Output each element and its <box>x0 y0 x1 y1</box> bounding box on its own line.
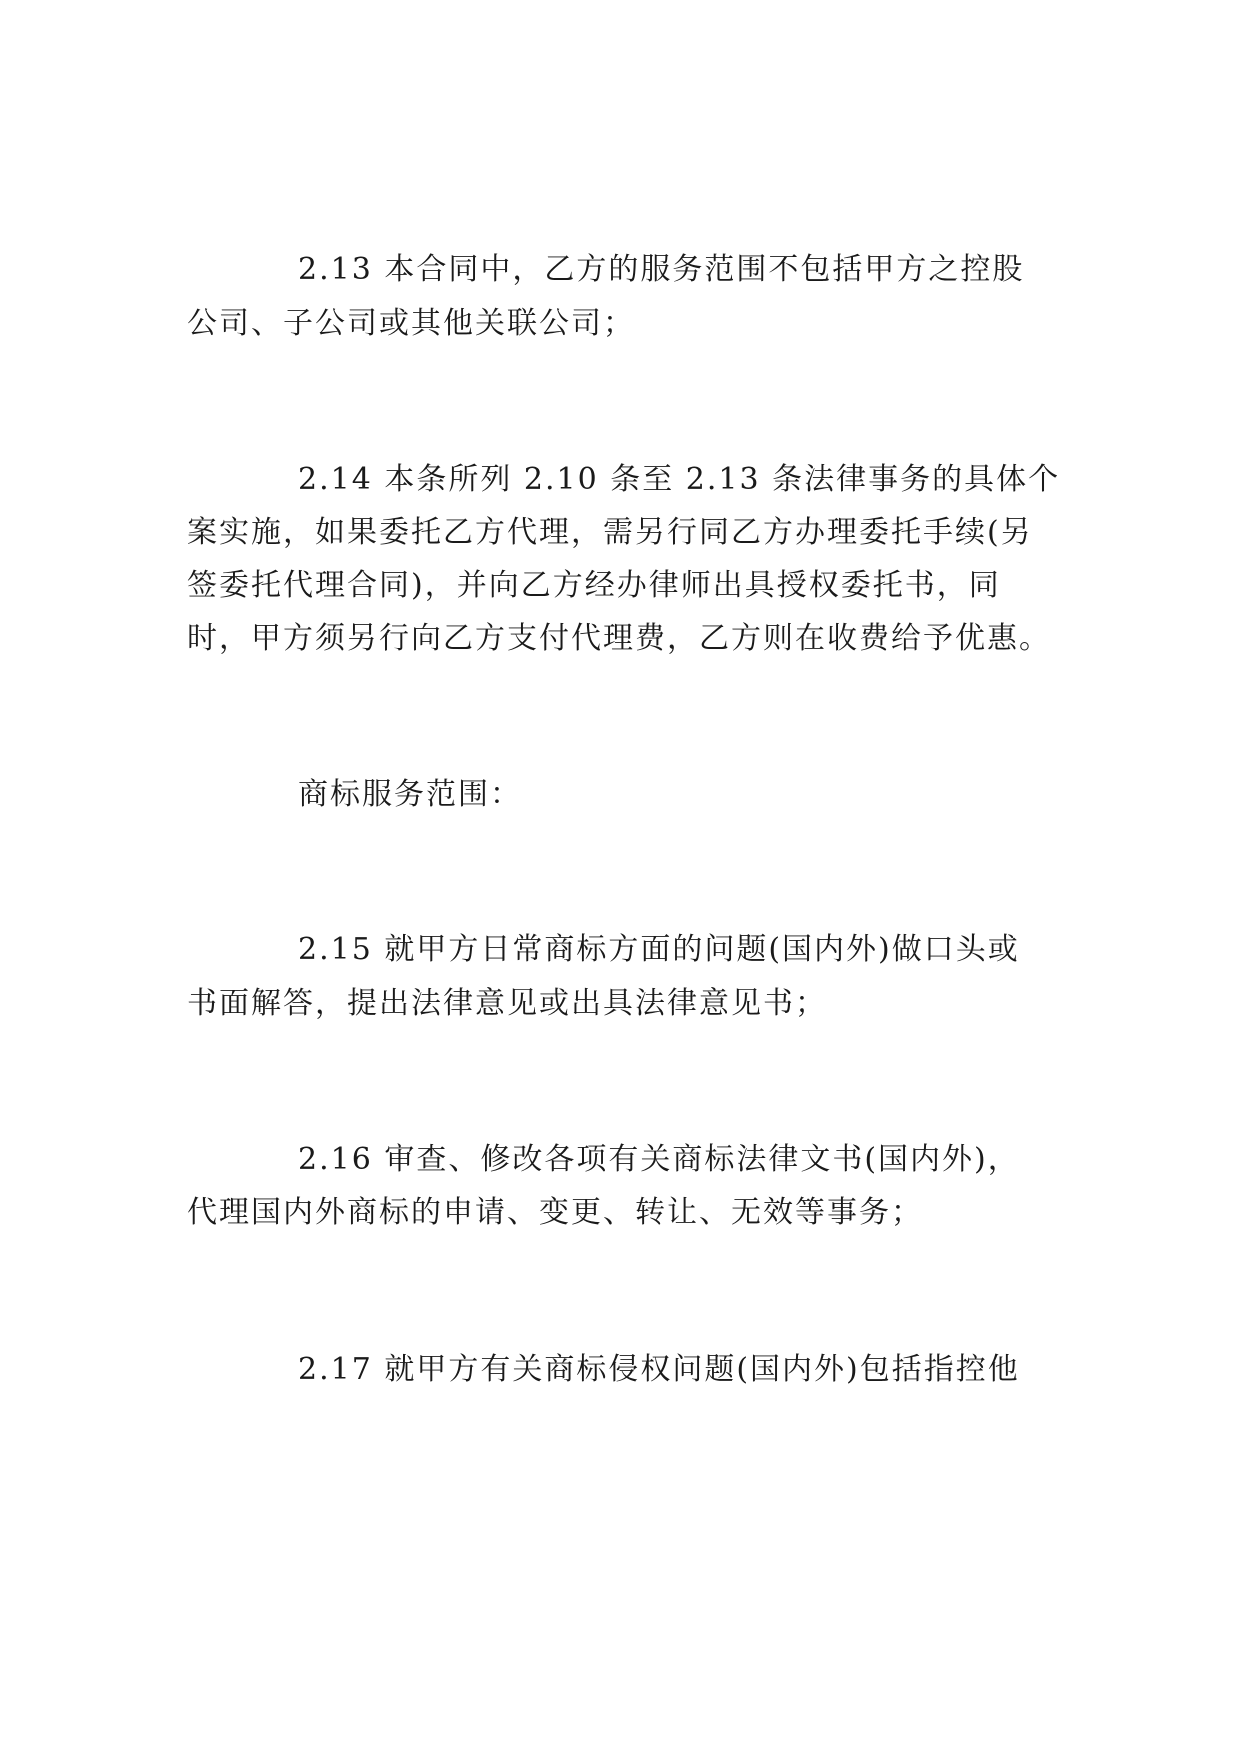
paragraph-line: 2.15 就甲方日常商标方面的问题(国内外)做口头或 <box>298 932 1020 967</box>
paragraph-line: 公司、子公司或其他关联公司； <box>187 306 635 341</box>
paragraph-line: 时，甲方须另行向乙方支付代理费，乙方则在收费给予优惠。 <box>187 621 1051 656</box>
paragraph-line: 2.17 就甲方有关商标侵权问题(国内外)包括指控他 <box>298 1352 1020 1387</box>
paragraph-line: 代理国内外商标的申请、变更、转让、无效等事务； <box>187 1195 923 1230</box>
paragraph-line: 2.14 本条所列 2.10 条至 2.13 条法律事务的具体个 <box>298 462 1061 497</box>
paragraph-line: 2.13 本合同中，乙方的服务范围不包括甲方之控股 <box>298 252 1025 287</box>
paragraph-line: 书面解答，提出法律意见或出具法律意见书； <box>187 986 827 1021</box>
paragraph-line: 签委托代理合同)，并向乙方经办律师出具授权委托书，同 <box>187 568 1001 603</box>
paragraph-line: 2.16 审查、修改各项有关商标法律文书(国内外)， <box>298 1142 1020 1177</box>
paragraph-line: 案实施，如果委托乙方代理，需另行同乙方办理委托手续(另 <box>187 515 1033 550</box>
section-heading: 商标服务范围： <box>298 777 522 812</box>
